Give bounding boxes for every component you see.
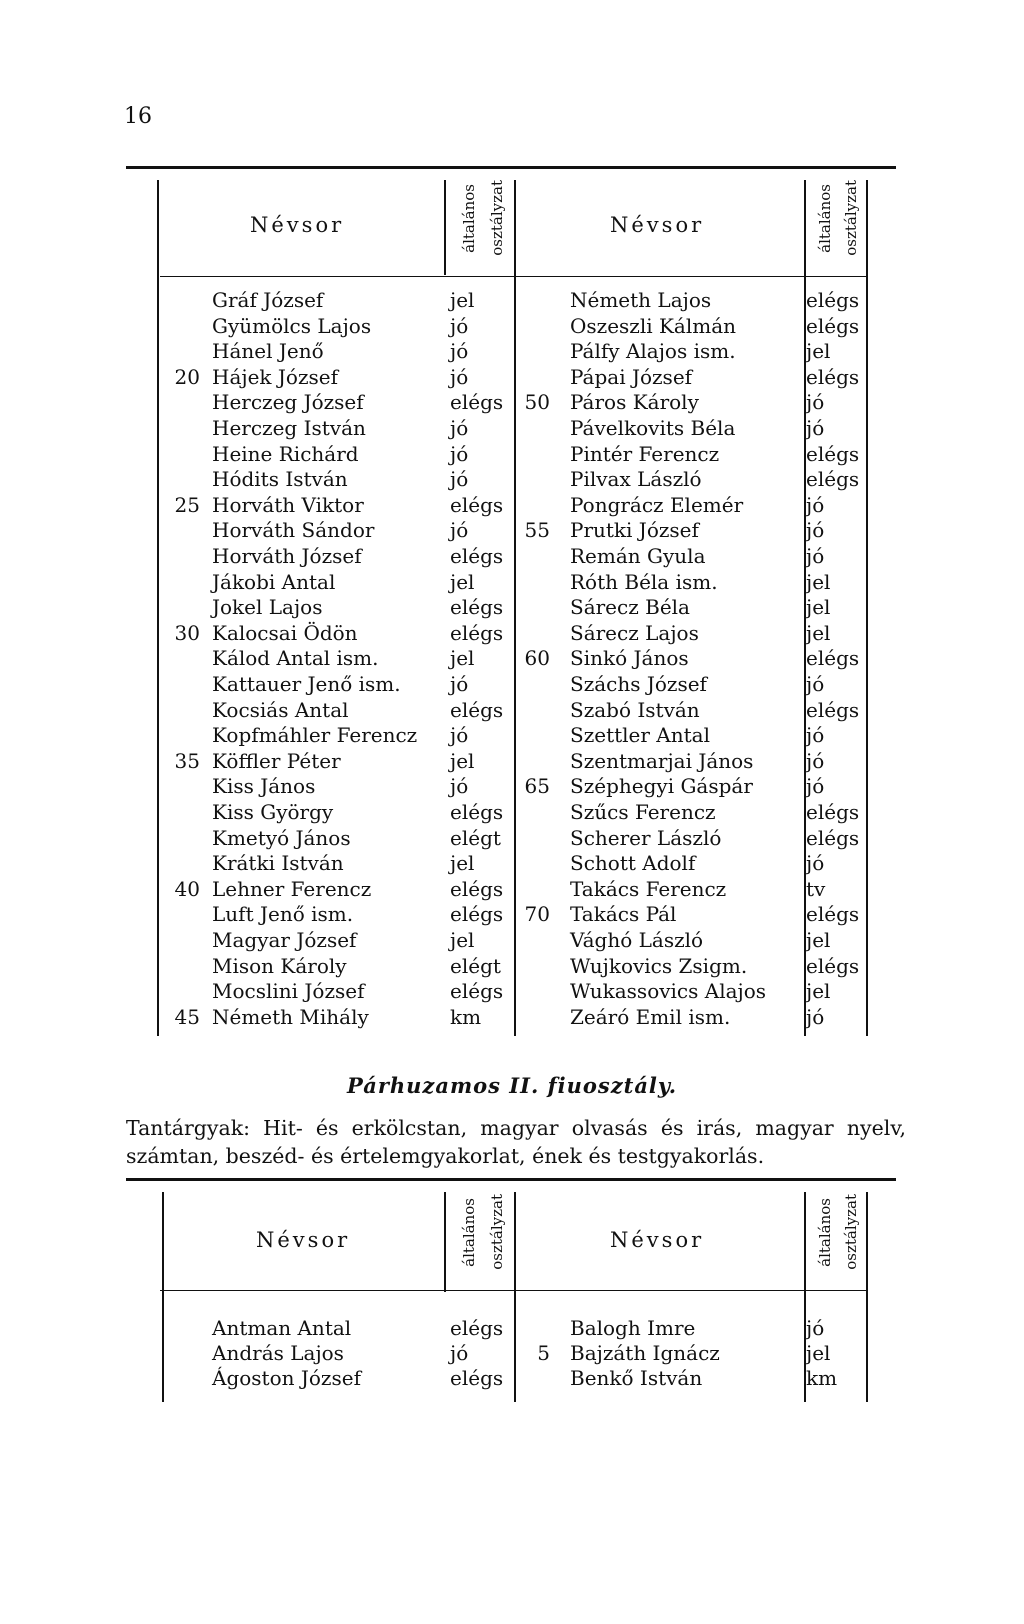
grade-value: elégs [806, 697, 860, 722]
student-name: Herczeg József [212, 390, 364, 415]
header-rule [160, 276, 866, 277]
student-name: Pilvax László [570, 467, 702, 492]
table-row [0, 800, 1024, 825]
row-number: 45 [174, 1004, 200, 1029]
grade-value: jó [450, 339, 469, 364]
header-name-right: Névsor [610, 1228, 705, 1252]
header-name-right: Névsor [610, 213, 705, 237]
table-row [0, 314, 1024, 339]
student-name: Benkő István [570, 1366, 703, 1390]
table-row [0, 1005, 1024, 1030]
student-name: Széphegyi Gáspár [570, 774, 753, 799]
grade-value: jel [450, 928, 475, 952]
grade-value: elégs [450, 1366, 504, 1390]
top-rule [126, 1178, 896, 1181]
row-number: 20 [174, 364, 200, 389]
grade-value: elégs [806, 825, 860, 850]
grade-value: jel [450, 569, 475, 594]
column-divider [444, 180, 446, 275]
subjects-line: Tantárgyak: Hit- és erkölcstan, magyar olvasás és irás, magyar nyelv, számtan, beszéd- és értelemgyakorlat, ének és testgyakorlás. [126, 1116, 906, 1168]
column-divider [444, 1192, 446, 1292]
table-row [0, 390, 1024, 415]
student-name: Szűcs Ferencz [570, 800, 716, 824]
row-number: 25 [174, 492, 200, 517]
row-number: 30 [174, 620, 200, 645]
student-name: Sárecz Lajos [570, 620, 699, 645]
grade-value: elégt [450, 825, 501, 850]
table-row [0, 493, 1024, 518]
grade-value: jó [450, 672, 469, 696]
grade-value: jó [806, 390, 825, 415]
student-name: Luft Jenő ism. [212, 902, 354, 927]
student-name: Horváth József [212, 544, 362, 568]
table-row [0, 723, 1024, 748]
student-name: Mison Károly [212, 953, 347, 978]
table-row [0, 570, 1024, 595]
header-rule [160, 1290, 866, 1291]
table-row [0, 416, 1024, 441]
table-row [0, 442, 1024, 467]
grade-value: jel [450, 288, 475, 312]
table-row [0, 544, 1024, 569]
grade-value: tv [806, 876, 826, 901]
student-name: Pintér Ferencz [570, 441, 720, 466]
grade-value: elégs [450, 902, 504, 927]
student-name: Oszeszli Kálmán [570, 313, 737, 338]
student-name: Pálfy Alajos ism. [570, 339, 736, 364]
table-row [0, 595, 1024, 620]
top-rule [126, 166, 896, 169]
student-name: Pongrácz Elemér [570, 492, 744, 517]
grade-value: jó [450, 416, 469, 440]
student-name: Magyar József [212, 928, 357, 952]
row-number: 70 [524, 902, 550, 927]
student-name: Sárecz Béla [570, 595, 690, 620]
student-name: Páros Károly [570, 390, 699, 415]
student-name: Kopfmáhler Ferencz [212, 723, 418, 748]
row-number: 50 [524, 390, 550, 415]
student-name: Mocslini József [212, 979, 365, 1004]
grade-value: elégs [806, 902, 860, 927]
student-name: Németh Mihály [212, 1004, 369, 1029]
student-name: Herczeg István [212, 416, 366, 440]
grade-value: elégs [450, 390, 504, 415]
student-name: Pávelkovits Béla [570, 416, 736, 440]
row-number: 5 [537, 1341, 550, 1365]
header-general-left: általános [460, 1198, 478, 1267]
student-name: Jokel Lajos [212, 595, 323, 620]
grade-value: jó [450, 518, 469, 543]
student-name: Kálod Antal ism. [212, 646, 379, 671]
student-name: Horváth Sándor [212, 518, 375, 543]
table-row [0, 877, 1024, 902]
grade-value: elégs [450, 544, 504, 568]
grade-value: elégs [450, 800, 504, 824]
grade-value: jel [806, 569, 831, 594]
table-row [0, 365, 1024, 390]
table-row [0, 774, 1024, 799]
student-name: Wujkovics Zsigm. [570, 953, 748, 978]
student-name: Scherer László [570, 825, 722, 850]
grade-value: jó [806, 1004, 825, 1029]
student-name: Hódits István [212, 467, 348, 492]
student-name: Kiss János [212, 774, 316, 799]
student-name: Heine Richárd [212, 441, 359, 466]
student-name: András Lajos [212, 1341, 344, 1365]
row-number: 60 [524, 646, 550, 671]
row-number: 40 [174, 876, 200, 901]
grade-value: elégs [806, 800, 860, 824]
header-name-left: Névsor [250, 213, 345, 237]
grade-value: km [806, 1366, 838, 1390]
table-row [0, 698, 1024, 723]
grade-value: elégt [450, 953, 501, 978]
student-name: Takács Pál [570, 902, 677, 927]
student-name: Hánel Jenő [212, 339, 324, 364]
grade-value: jó [450, 774, 469, 799]
grade-value: elégs [450, 620, 504, 645]
grade-value: jel [806, 339, 831, 364]
grade-value: jó [806, 672, 825, 696]
grade-value: jó [806, 544, 825, 568]
grade-value: elégs [806, 441, 860, 466]
header-name-left: Névsor [256, 1228, 351, 1252]
grade-value: elégs [806, 313, 860, 338]
student-name: Pápai József [570, 364, 693, 389]
header-general-left: általános [460, 184, 478, 253]
grade-value: jó [806, 416, 825, 440]
student-name: Schott Adolf [570, 851, 696, 876]
grade-value: elégs [806, 364, 860, 389]
grade-value: jel [806, 928, 831, 952]
grade-value: jó [806, 518, 825, 543]
grade-value: jel [806, 620, 831, 645]
grade-value: jel [450, 851, 475, 876]
table-row [0, 979, 1024, 1004]
table-row [0, 646, 1024, 671]
grade-value: jó [450, 313, 469, 338]
student-name: Jákobi Antal [212, 569, 336, 594]
page-number: 16 [124, 104, 152, 129]
student-name: Remán Gyula [570, 544, 706, 568]
student-name: Bajzáth Ignácz [570, 1341, 720, 1365]
student-name: Szentmarjai János [570, 748, 754, 773]
grade-value: jó [806, 851, 825, 876]
student-name: Ágoston József [212, 1366, 361, 1390]
student-name: Gráf József [212, 288, 324, 312]
student-name: Takács Ferencz [570, 876, 727, 901]
student-name: Róth Béla ism. [570, 569, 718, 594]
grade-value: jel [450, 646, 475, 671]
grade-value: jó [450, 1341, 469, 1365]
table-row [0, 339, 1024, 364]
header-general-right: általános [816, 1198, 834, 1267]
grade-value: elégs [450, 979, 504, 1004]
student-name: Németh Lajos [570, 288, 712, 312]
student-name: Száchs József [570, 672, 707, 696]
header-conduct-right: osztályzat [842, 180, 860, 256]
grade-value: elégs [450, 697, 504, 722]
table-row [0, 672, 1024, 697]
grade-value: jel [806, 1341, 831, 1365]
grade-value: jó [450, 441, 469, 466]
student-name: Antman Antal [212, 1316, 352, 1340]
student-name: Kattauer Jenő ism. [212, 672, 401, 696]
row-number: 55 [524, 518, 550, 543]
student-name: Kalocsai Ödön [212, 620, 358, 645]
grade-value: elégs [450, 595, 504, 620]
header-general-right: általános [816, 184, 834, 253]
table-row [0, 826, 1024, 851]
table-row [0, 621, 1024, 646]
table-row [0, 954, 1024, 979]
table-row [0, 1341, 1024, 1366]
table-row [0, 288, 1024, 313]
row-number: 35 [174, 748, 200, 773]
header-conduct-left: osztályzat [488, 180, 506, 256]
grade-value: jó [806, 723, 825, 748]
student-name: Köffler Péter [212, 748, 341, 773]
header-conduct-left: osztályzat [488, 1194, 506, 1270]
student-name: Kocsiás Antal [212, 697, 349, 722]
grade-value: jó [806, 492, 825, 517]
grade-value: jó [450, 364, 469, 389]
table-row [0, 902, 1024, 927]
student-name: Horváth Viktor [212, 492, 364, 517]
row-number: 65 [524, 774, 550, 799]
grade-value: jel [806, 595, 831, 620]
student-name: Kiss György [212, 800, 334, 824]
header-conduct-right: osztályzat [842, 1194, 860, 1270]
student-name: Zeáró Emil ism. [570, 1004, 731, 1029]
grade-value: jó [806, 1316, 825, 1340]
student-name: Krátki István [212, 851, 344, 876]
grade-value: jó [806, 748, 825, 773]
student-name: Wukassovics Alajos [570, 979, 767, 1004]
grade-value: elégs [806, 646, 860, 671]
grade-value: jó [806, 774, 825, 799]
student-name: Balogh Imre [570, 1316, 696, 1340]
table-row [0, 518, 1024, 543]
grade-value: jel [806, 979, 831, 1004]
student-name: Kmetyó János [212, 825, 351, 850]
grade-value: jó [450, 723, 469, 748]
grade-value: jel [450, 748, 475, 773]
table-row [0, 467, 1024, 492]
grade-value: elégs [450, 492, 504, 517]
grade-value: elégs [806, 953, 860, 978]
section-title: Párhuzamos II. fiuosztály. [346, 1073, 678, 1098]
student-name: Lehner Ferencz [212, 876, 372, 901]
student-name: Prutki József [570, 518, 699, 543]
grade-value: elégs [450, 1316, 504, 1340]
student-name: Sinkó János [570, 646, 689, 671]
grade-value: elégs [450, 876, 504, 901]
student-name: Hájek József [212, 364, 338, 389]
grade-value: jó [450, 467, 469, 492]
table-row [0, 851, 1024, 876]
table-row [0, 1366, 1024, 1391]
student-name: Vághó László [570, 928, 704, 952]
grade-value: km [450, 1004, 482, 1029]
grade-value: elégs [806, 467, 860, 492]
grade-value: elégs [806, 288, 860, 312]
table-row [0, 1316, 1024, 1341]
student-name: Szabó István [570, 697, 700, 722]
table-row [0, 928, 1024, 953]
student-name: Szettler Antal [570, 723, 710, 748]
table-row [0, 749, 1024, 774]
student-name: Gyümölcs Lajos [212, 313, 372, 338]
